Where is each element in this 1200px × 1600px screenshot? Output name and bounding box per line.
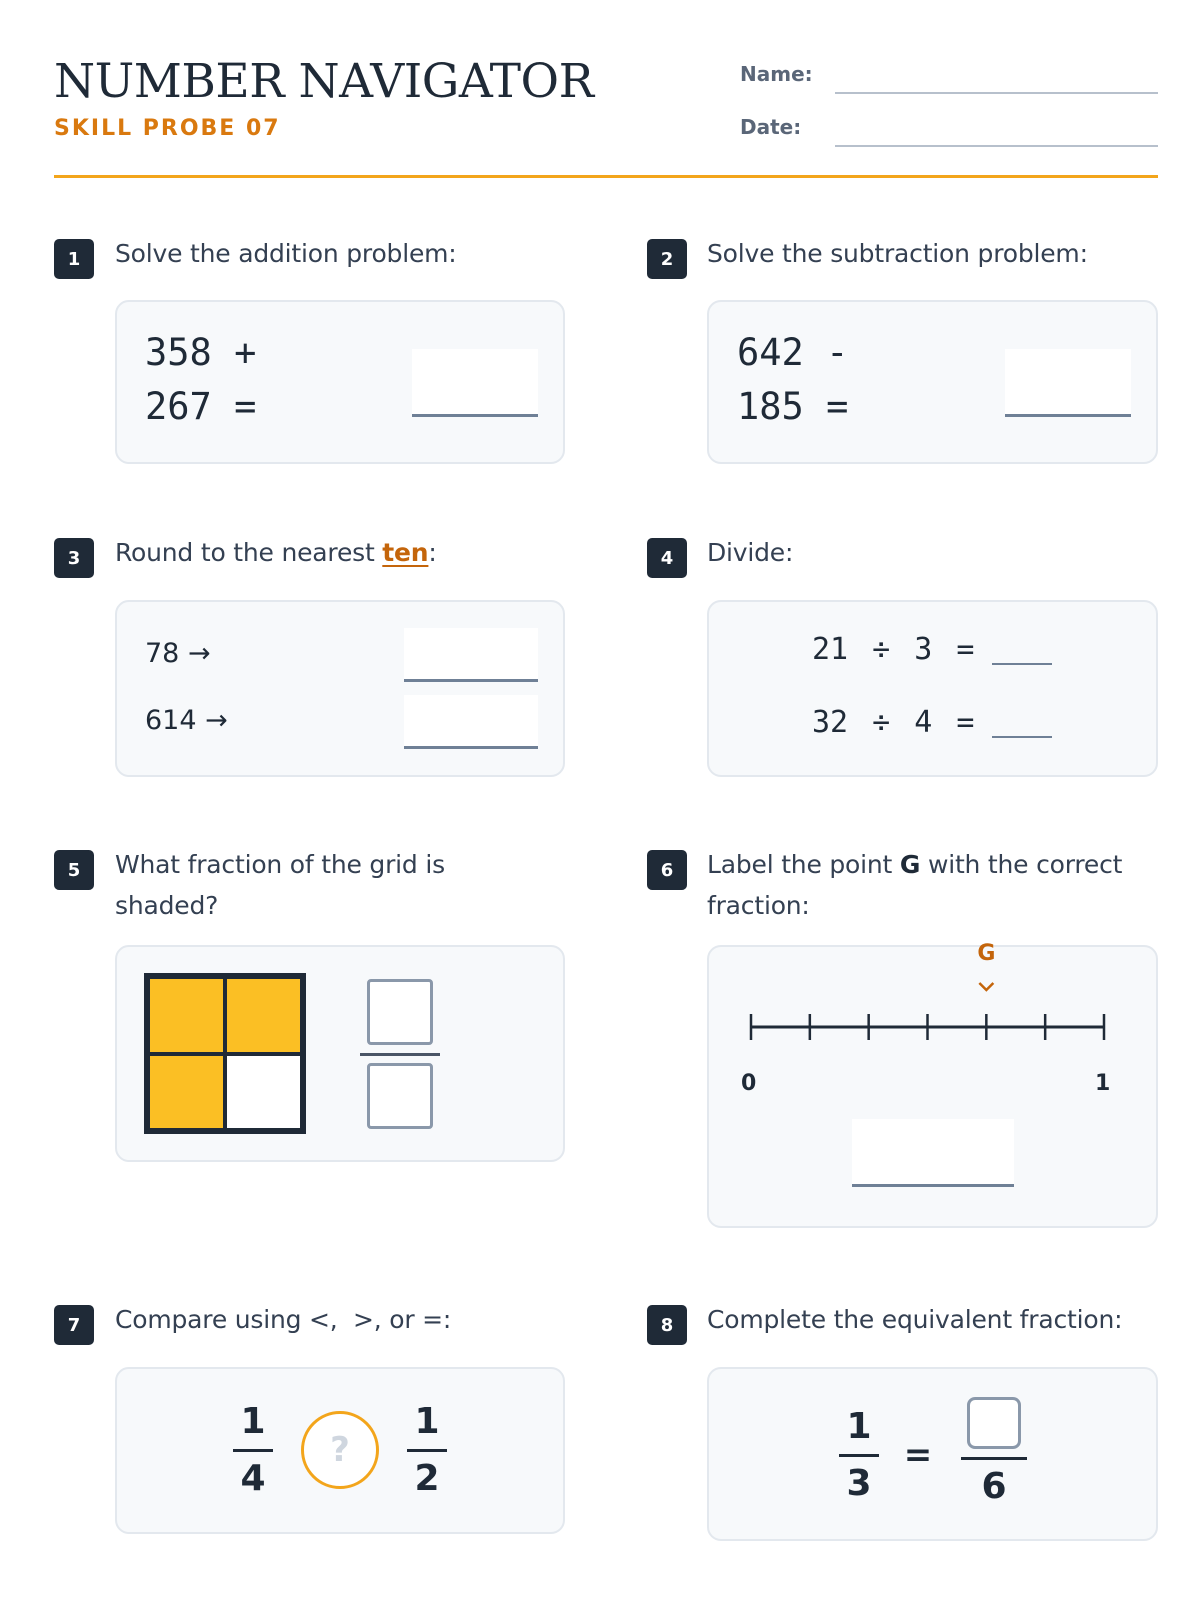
question-card-1 xyxy=(115,300,565,464)
point-marker xyxy=(979,983,993,990)
question-card-5 xyxy=(115,945,565,1162)
answer-line[interactable] xyxy=(992,663,1052,665)
grid-cell xyxy=(225,977,302,1054)
answer-box[interactable] xyxy=(404,695,538,749)
start-label: 0 xyxy=(741,1071,757,1096)
answer-line[interactable] xyxy=(992,736,1052,738)
left-numerator: 1 xyxy=(846,1406,872,1447)
right-denominator: 2 xyxy=(414,1458,440,1499)
fraction-bar xyxy=(961,1457,1027,1460)
question-card-4 xyxy=(707,600,1158,777)
right-numerator: 1 xyxy=(414,1401,440,1442)
question-prompt: Compare using <, >, or =: xyxy=(115,1305,452,1334)
fraction-grid xyxy=(144,973,306,1134)
question-card-3 xyxy=(115,600,565,777)
question-prompt: Solve the addition problem: xyxy=(115,239,457,268)
left-numerator: 1 xyxy=(240,1401,266,1442)
question-number: 4 xyxy=(647,538,687,578)
addition-line-1: 358 + xyxy=(145,331,257,374)
question-prompt: Round to the nearest ten: xyxy=(115,538,437,567)
question-number: 5 xyxy=(54,850,94,890)
subtraction-line-2: 185 = xyxy=(737,385,849,428)
question-number: 3 xyxy=(54,538,94,578)
date-label: Date: xyxy=(740,115,802,139)
rounding-item: 614 → xyxy=(145,705,228,736)
page-title: NUMBER NAVIGATOR xyxy=(54,54,594,109)
rounding-item: 78 → xyxy=(145,638,211,669)
grid-cell xyxy=(148,1054,225,1131)
name-label: Name: xyxy=(740,62,813,86)
question-number: 6 xyxy=(647,850,687,890)
question-number: 7 xyxy=(54,1305,94,1345)
denominator-box[interactable] xyxy=(367,1063,433,1129)
numerator-box[interactable] xyxy=(967,1397,1021,1449)
answer-box[interactable] xyxy=(404,628,538,682)
equals-sign: = xyxy=(903,1435,933,1475)
left-denominator: 3 xyxy=(846,1463,872,1504)
answer-box[interactable] xyxy=(1005,349,1131,417)
addition-line-2: 267 = xyxy=(145,385,257,428)
division-item: 21 ÷ 3 = xyxy=(812,632,975,667)
question-card-2 xyxy=(707,300,1158,464)
end-label: 1 xyxy=(1095,1071,1111,1096)
question-prompt: What fraction of the grid is shaded? xyxy=(115,850,445,920)
question-number: 8 xyxy=(647,1305,687,1345)
grid-cell xyxy=(225,1054,302,1131)
point-label: G xyxy=(977,941,996,966)
highlighted-word: ten xyxy=(382,538,429,567)
fraction-bar xyxy=(407,1449,447,1452)
question-card-7 xyxy=(115,1367,565,1534)
question-prompt: Solve the subtraction problem: xyxy=(707,239,1088,268)
page-subtitle: SKILL PROBE 07 xyxy=(54,116,281,141)
left-denominator: 4 xyxy=(240,1458,266,1499)
grid-cell xyxy=(148,977,225,1054)
date-field[interactable] xyxy=(835,145,1158,147)
question-prompt: Label the point G with the correct fraction: xyxy=(707,850,1123,920)
comparison-circle[interactable]: ? xyxy=(301,1411,379,1489)
question-prompt: Divide: xyxy=(707,538,794,567)
name-field[interactable] xyxy=(835,92,1158,94)
subtraction-line-1: 642 - xyxy=(737,331,849,374)
question-card-8 xyxy=(707,1367,1158,1541)
question-number: 1 xyxy=(54,239,94,279)
question-card-6 xyxy=(707,941,1158,1228)
fraction-bar xyxy=(360,1053,440,1056)
question-prompt: Complete the equivalent fraction: xyxy=(707,1305,1123,1334)
numerator-box[interactable] xyxy=(367,979,433,1045)
division-item: 32 ÷ 4 = xyxy=(812,705,975,740)
fraction-bar xyxy=(839,1454,879,1457)
header-divider xyxy=(54,175,1158,178)
right-denominator: 6 xyxy=(981,1466,1007,1507)
answer-box[interactable] xyxy=(852,1119,1014,1187)
question-number: 2 xyxy=(647,239,687,279)
point-name: G xyxy=(899,850,921,879)
answer-box[interactable] xyxy=(412,349,538,417)
fraction-bar xyxy=(233,1449,273,1452)
